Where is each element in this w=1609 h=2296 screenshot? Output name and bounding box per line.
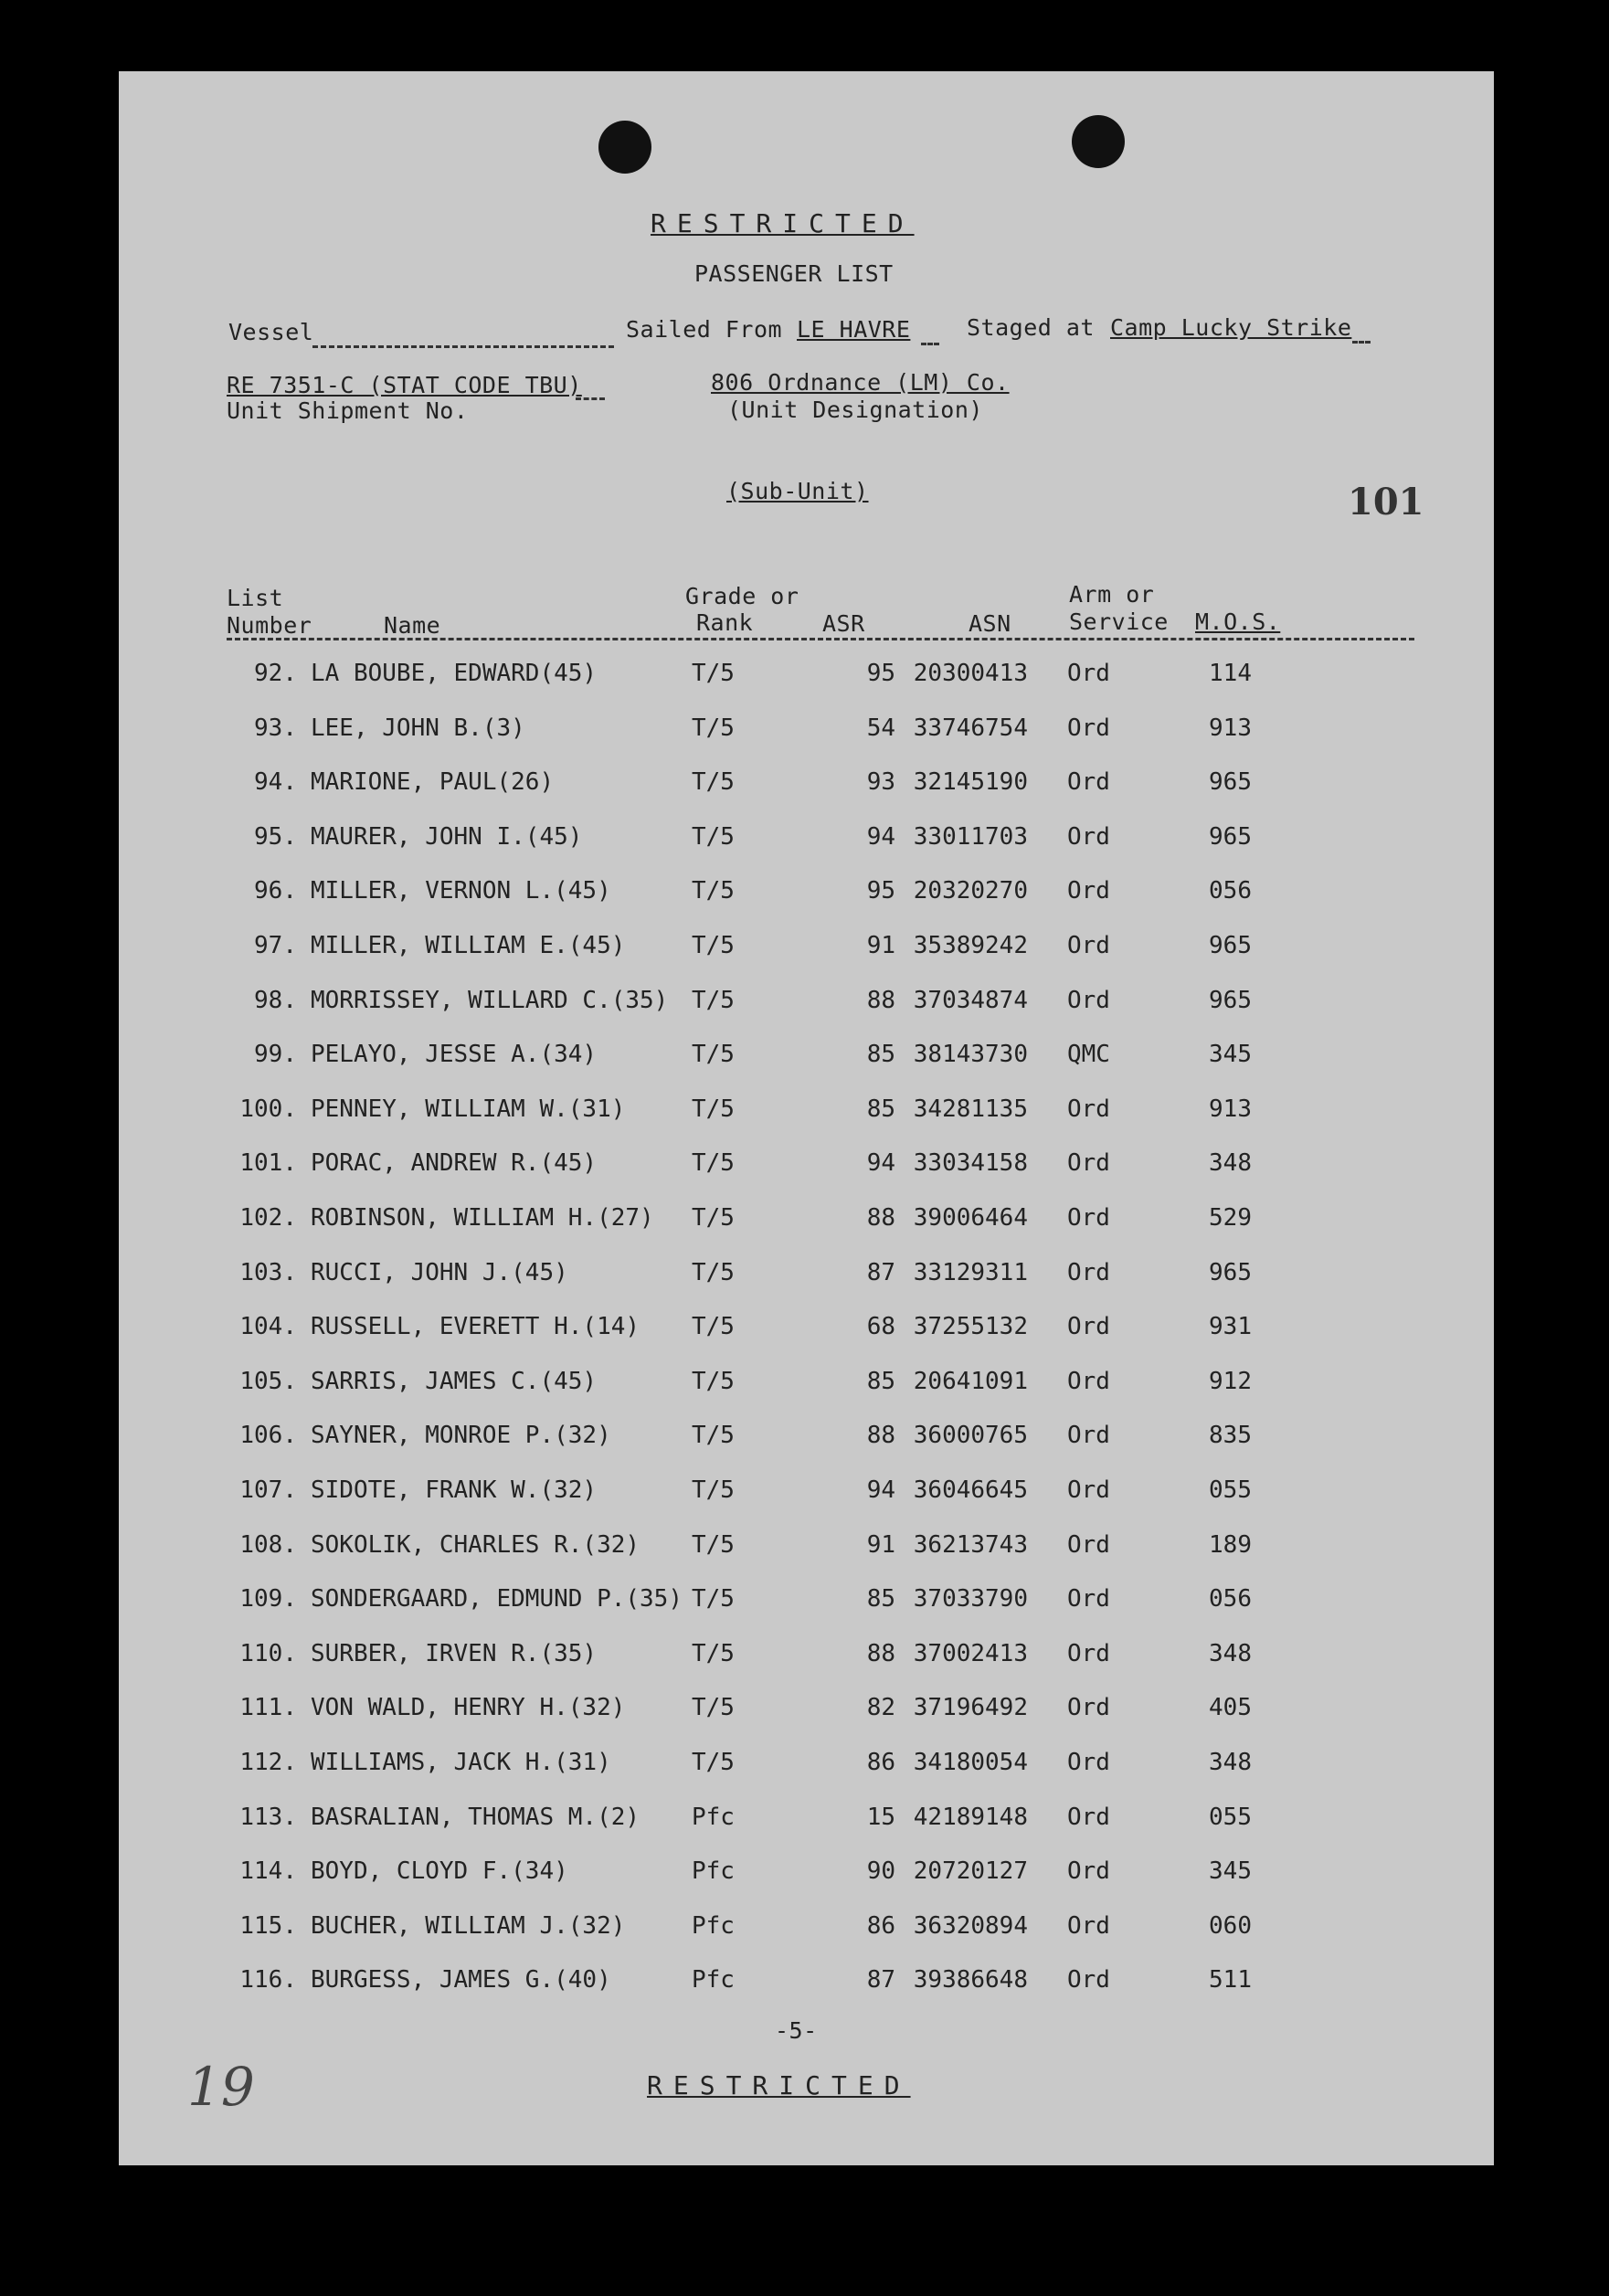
row-name: SURBER, IRVEN R.(35)	[311, 1639, 598, 1667]
table-row	[119, 1804, 1494, 1840]
table-row	[119, 987, 1494, 1023]
row-asr: 87	[866, 1966, 895, 1994]
staged-blank	[1352, 341, 1371, 344]
row-asr: 94	[866, 822, 895, 851]
row-arm: Ord	[1067, 714, 1110, 742]
table-row	[119, 1149, 1494, 1186]
col-grade-bottom: Rank	[696, 609, 754, 636]
row-number: 115.	[239, 1911, 297, 1940]
row-grade: Pfc	[692, 1857, 735, 1886]
row-name: MAURER, JOHN I.(45)	[311, 822, 583, 851]
row-asn: 38143730	[913, 1041, 1028, 1069]
row-asr: 94	[866, 1476, 895, 1504]
row-arm: Ord	[1067, 1857, 1110, 1886]
row-arm: Ord	[1067, 1313, 1110, 1341]
table-row	[119, 1204, 1494, 1241]
table-row	[119, 1422, 1494, 1458]
row-grade: T/5	[692, 1095, 735, 1123]
table-row	[119, 1531, 1494, 1568]
row-arm: Ord	[1067, 1204, 1110, 1232]
restricted-footer: RESTRICTED	[647, 2070, 911, 2100]
row-asr: 94	[866, 1149, 895, 1178]
row-name: VON WALD, HENRY H.(32)	[311, 1694, 626, 1722]
row-arm: Ord	[1067, 1639, 1110, 1667]
document-page	[119, 71, 1494, 2165]
table-row	[119, 1259, 1494, 1296]
row-mos: 913	[1209, 714, 1252, 742]
row-grade: T/5	[692, 1639, 735, 1667]
row-arm: Ord	[1067, 1149, 1110, 1178]
row-asn: 37255132	[913, 1313, 1028, 1341]
row-asn: 39006464	[913, 1204, 1028, 1232]
row-grade: T/5	[692, 1422, 735, 1450]
col-mos: M.O.S.	[1195, 608, 1281, 635]
row-asr: 85	[866, 1095, 895, 1123]
table-row	[119, 1912, 1494, 1949]
row-asr: 88	[866, 1422, 895, 1450]
row-asr: 95	[866, 660, 895, 687]
col-asn: ASN	[969, 610, 1011, 637]
row-name: MORRISSEY, WILLARD C.(35)	[311, 986, 669, 1014]
row-number: 94.	[254, 768, 297, 797]
unit-value: 806 Ordnance (LM) Co.	[711, 369, 1010, 396]
row-mos: 189	[1209, 1530, 1252, 1559]
row-mos: 529	[1209, 1204, 1252, 1232]
row-number: 103.	[239, 1258, 297, 1286]
row-asn: 33011703	[913, 822, 1028, 851]
row-number: 97.	[254, 932, 297, 959]
row-number: 110.	[239, 1639, 297, 1667]
row-mos: 348	[1209, 1639, 1252, 1667]
row-grade: T/5	[692, 1694, 735, 1722]
row-name: SIDOTE, FRANK W.(32)	[311, 1476, 598, 1504]
table-row	[119, 660, 1494, 696]
row-grade: T/5	[692, 1204, 735, 1232]
row-arm: Ord	[1067, 1749, 1110, 1776]
row-mos: 511	[1209, 1966, 1252, 1994]
row-grade: Pfc	[692, 1803, 735, 1831]
table-row	[119, 877, 1494, 914]
row-grade: Pfc	[692, 1966, 735, 1994]
row-grade: T/5	[692, 1585, 735, 1614]
row-arm: Ord	[1067, 1530, 1110, 1559]
row-asn: 20720127	[913, 1857, 1028, 1886]
row-number: 102.	[239, 1204, 297, 1232]
row-number: 109.	[239, 1585, 297, 1614]
row-grade: T/5	[692, 1041, 735, 1069]
shipment-blank	[576, 397, 605, 400]
row-arm: Ord	[1067, 1476, 1110, 1504]
row-name: LA BOUBE, EDWARD(45)	[311, 660, 598, 687]
col-list-top: List	[227, 585, 284, 611]
vessel-blank	[312, 345, 614, 348]
row-asn: 33034158	[913, 1149, 1028, 1178]
row-mos: 965	[1209, 1258, 1252, 1286]
punch-hole-right	[1072, 115, 1125, 168]
row-number: 98.	[254, 986, 297, 1014]
row-asr: 82	[866, 1694, 895, 1722]
row-asr: 87	[866, 1258, 895, 1286]
row-mos: 060	[1209, 1911, 1252, 1940]
table-row	[119, 1857, 1494, 1894]
table-row	[119, 1368, 1494, 1404]
restricted-header: RESTRICTED	[651, 208, 915, 238]
row-asr: 91	[866, 1530, 895, 1559]
row-number: 112.	[239, 1749, 297, 1776]
row-arm: Ord	[1067, 1585, 1110, 1614]
row-number: 96.	[254, 877, 297, 905]
row-grade: T/5	[692, 1530, 735, 1559]
row-name: PORAC, ANDREW R.(45)	[311, 1149, 598, 1178]
table-row	[119, 1313, 1494, 1349]
row-number: 104.	[239, 1313, 297, 1341]
row-arm: Ord	[1067, 1803, 1110, 1831]
row-name: ROBINSON, WILLIAM H.(27)	[311, 1204, 654, 1232]
row-name: SAYNER, MONROE P.(32)	[311, 1422, 611, 1450]
table-row	[119, 768, 1494, 805]
row-number: 106.	[239, 1422, 297, 1450]
row-arm: Ord	[1067, 932, 1110, 959]
row-asn: 42189148	[913, 1803, 1028, 1831]
row-grade: Pfc	[692, 1911, 735, 1940]
row-arm: Ord	[1067, 1367, 1110, 1395]
unit-label: (Unit Designation)	[727, 397, 983, 423]
row-asn: 33746754	[913, 714, 1028, 742]
row-asr: 68	[866, 1313, 895, 1341]
row-mos: 056	[1209, 877, 1252, 905]
row-asr: 54	[866, 714, 895, 742]
row-name: PENNEY, WILLIAM W.(31)	[311, 1095, 626, 1123]
row-number: 100.	[239, 1095, 297, 1123]
row-asn: 34281135	[913, 1095, 1028, 1123]
row-arm: Ord	[1067, 1966, 1110, 1994]
row-asn: 33129311	[913, 1258, 1028, 1286]
table-row	[119, 714, 1494, 751]
table-row	[119, 1095, 1494, 1132]
page-number: -5-	[775, 2017, 818, 2044]
row-number: 92.	[254, 660, 297, 687]
row-name: SARRIS, JAMES C.(45)	[311, 1367, 598, 1395]
row-name: SONDERGAARD, EDMUND P.(35)	[311, 1585, 683, 1614]
row-number: 95.	[254, 822, 297, 851]
row-asr: 93	[866, 768, 895, 797]
row-mos: 056	[1209, 1585, 1252, 1614]
row-asn: 20320270	[913, 877, 1028, 905]
subunit-label: (Sub-Unit)	[726, 478, 869, 504]
row-asn: 39386648	[913, 1966, 1028, 1994]
row-name: RUCCI, JOHN J.(45)	[311, 1258, 568, 1286]
table-row	[119, 1966, 1494, 2003]
row-asr: 86	[866, 1911, 895, 1940]
row-asr: 88	[866, 1639, 895, 1667]
row-grade: T/5	[692, 1149, 735, 1178]
table-row	[119, 932, 1494, 968]
row-grade: T/5	[692, 877, 735, 905]
row-grade: T/5	[692, 660, 735, 687]
row-name: MILLER, VERNON L.(45)	[311, 877, 611, 905]
table-row	[119, 1694, 1494, 1730]
shipment-label: Unit Shipment No.	[227, 397, 469, 424]
row-mos: 345	[1209, 1857, 1252, 1886]
table-row	[119, 1585, 1494, 1622]
row-name: BASRALIAN, THOMAS M.(2)	[311, 1803, 640, 1831]
row-number: 108.	[239, 1530, 297, 1559]
row-number: 113.	[239, 1803, 297, 1831]
row-arm: Ord	[1067, 1911, 1110, 1940]
row-mos: 405	[1209, 1694, 1252, 1722]
sailed-label: Sailed From	[626, 316, 783, 343]
punch-hole-left	[598, 121, 651, 174]
col-asr: ASR	[822, 610, 865, 637]
row-number: 116.	[239, 1966, 297, 1994]
row-arm: Ord	[1067, 822, 1110, 851]
row-asn: 20300413	[913, 660, 1028, 687]
row-grade: T/5	[692, 1258, 735, 1286]
row-mos: 913	[1209, 1095, 1252, 1123]
row-grade: T/5	[692, 822, 735, 851]
row-asn: 20641091	[913, 1367, 1028, 1395]
staged-value: Camp Lucky Strike	[1110, 314, 1352, 341]
row-asn: 37002413	[913, 1639, 1028, 1667]
row-name: SOKOLIK, CHARLES R.(32)	[311, 1530, 640, 1559]
row-name: MILLER, WILLIAM E.(45)	[311, 932, 626, 959]
col-list-bottom: Number	[227, 612, 312, 639]
row-asn: 37033790	[913, 1585, 1028, 1614]
row-asn: 36046645	[913, 1476, 1028, 1504]
row-arm: Ord	[1067, 660, 1110, 687]
row-asr: 86	[866, 1749, 895, 1776]
sailed-blank	[921, 343, 939, 345]
table-row	[119, 1640, 1494, 1677]
handwritten-number: 19	[187, 2056, 255, 2118]
row-asr: 88	[866, 1204, 895, 1232]
row-grade: T/5	[692, 1476, 735, 1504]
row-arm: Ord	[1067, 1422, 1110, 1450]
row-mos: 965	[1209, 768, 1252, 797]
row-number: 99.	[254, 1041, 297, 1069]
col-grade-top: Grade or	[685, 583, 799, 609]
row-grade: T/5	[692, 986, 735, 1014]
shipment-value: RE 7351-C (STAT CODE TBU)	[227, 372, 582, 398]
staged-label: Staged at	[967, 314, 1095, 341]
row-grade: T/5	[692, 714, 735, 742]
row-name: BOYD, CLOYD F.(34)	[311, 1857, 568, 1886]
row-name: WILLIAMS, JACK H.(31)	[311, 1749, 611, 1776]
row-name: PELAYO, JESSE A.(34)	[311, 1041, 598, 1069]
row-asr: 85	[866, 1585, 895, 1614]
row-mos: 348	[1209, 1149, 1252, 1178]
row-asr: 88	[866, 986, 895, 1014]
table-row	[119, 1476, 1494, 1513]
row-name: MARIONE, PAUL(26)	[311, 768, 555, 797]
row-number: 107.	[239, 1476, 297, 1504]
row-name: BUCHER, WILLIAM J.(32)	[311, 1911, 626, 1940]
row-grade: T/5	[692, 932, 735, 959]
row-arm: QMC	[1067, 1041, 1110, 1069]
row-grade: T/5	[692, 1313, 735, 1341]
col-arm-top: Arm or	[1069, 581, 1155, 608]
row-asn: 32145190	[913, 768, 1028, 797]
row-arm: Ord	[1067, 768, 1110, 797]
row-number: 101.	[239, 1149, 297, 1178]
row-name: BURGESS, JAMES G.(40)	[311, 1966, 611, 1994]
row-arm: Ord	[1067, 1694, 1110, 1722]
row-mos: 835	[1209, 1422, 1252, 1450]
row-asr: 90	[866, 1857, 895, 1886]
row-asn: 37196492	[913, 1694, 1028, 1722]
row-name: RUSSELL, EVERETT H.(14)	[311, 1313, 640, 1341]
row-asr: 15	[866, 1803, 895, 1831]
row-arm: Ord	[1067, 1258, 1110, 1286]
table-row	[119, 1749, 1494, 1785]
row-mos: 345	[1209, 1041, 1252, 1069]
row-asr: 85	[866, 1041, 895, 1069]
row-grade: T/5	[692, 1749, 735, 1776]
row-mos: 055	[1209, 1476, 1252, 1504]
row-arm: Ord	[1067, 877, 1110, 905]
row-asr: 85	[866, 1367, 895, 1395]
row-number: 93.	[254, 714, 297, 742]
page-stamp: 101	[1348, 481, 1424, 524]
row-asn: 35389242	[913, 932, 1028, 959]
row-grade: T/5	[692, 1367, 735, 1395]
table-row	[119, 823, 1494, 860]
row-name: LEE, JOHN B.(3)	[311, 714, 525, 742]
row-mos: 348	[1209, 1749, 1252, 1776]
row-mos: 114	[1209, 660, 1252, 687]
row-asn: 36000765	[913, 1422, 1028, 1450]
row-grade: T/5	[692, 768, 735, 797]
table-row	[119, 1041, 1494, 1077]
row-mos: 965	[1209, 822, 1252, 851]
col-name: Name	[384, 612, 441, 639]
row-asn: 36320894	[913, 1911, 1028, 1940]
row-mos: 912	[1209, 1367, 1252, 1395]
row-mos: 055	[1209, 1803, 1252, 1831]
sailed-value: LE HAVRE	[797, 316, 911, 343]
row-mos: 931	[1209, 1313, 1252, 1341]
row-number: 114.	[239, 1857, 297, 1886]
row-asn: 37034874	[913, 986, 1028, 1014]
row-arm: Ord	[1067, 1095, 1110, 1123]
col-arm-bottom: Service	[1069, 608, 1169, 635]
row-arm: Ord	[1067, 986, 1110, 1014]
document-title: PASSENGER LIST	[694, 260, 894, 287]
row-mos: 965	[1209, 986, 1252, 1014]
row-number: 105.	[239, 1367, 297, 1395]
row-asn: 36213743	[913, 1530, 1028, 1559]
row-number: 111.	[239, 1694, 297, 1722]
row-asr: 91	[866, 932, 895, 959]
vessel-label: Vessel	[228, 319, 314, 345]
row-asr: 95	[866, 877, 895, 905]
row-asn: 34180054	[913, 1749, 1028, 1776]
row-mos: 965	[1209, 932, 1252, 959]
header-rule	[227, 638, 1414, 640]
